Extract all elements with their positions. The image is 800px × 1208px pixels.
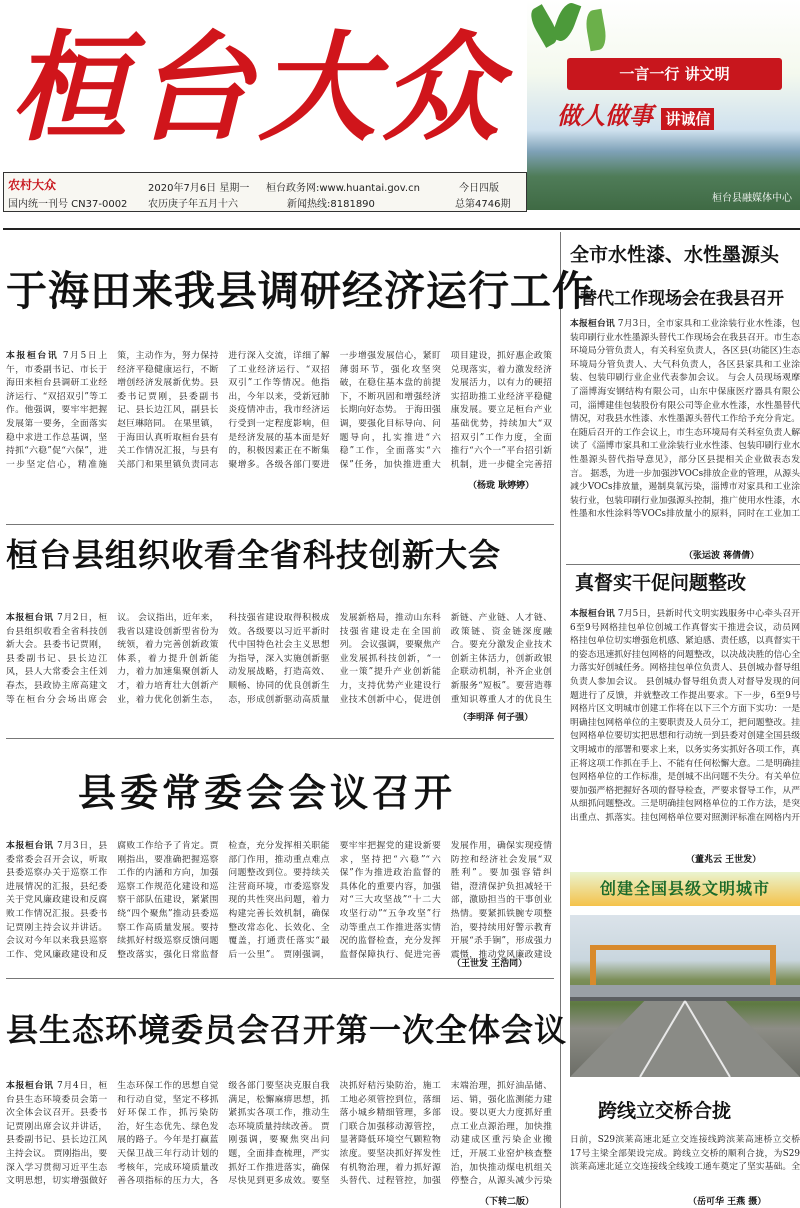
headline-7: 跨线立交桥合拢 bbox=[598, 1100, 732, 1122]
section-divider bbox=[6, 978, 554, 979]
issue-number: 总第4746期 bbox=[455, 199, 511, 210]
headline-4: 真督实干促问题整改 bbox=[575, 572, 747, 594]
civilization-slogan-banner: 创建全国县级文明城市 bbox=[570, 872, 800, 906]
byline-1: （杨珑 耿婷婷） bbox=[468, 481, 535, 491]
column-divider bbox=[560, 232, 561, 1208]
banner-slogan-2 bbox=[557, 96, 714, 131]
byline-2: （张运波 蒋倩倩） bbox=[684, 551, 760, 561]
article-text: 7月5日上午，市委副书记、市长于海田来桓台县调研工业经济运行、“双招双引”等工作。他强调，要牢牢把握发展第一要务，全面落实稳中求进工作总基调，坚持抓“六稳”促“六保”，进一步坚定信心，精准施策，主动作为，努力保持经济平稳健康运行，不断增创经济发展新优势。县委书记贾刚，县委副书记、县长边江风，副县长赵巨琳陪同。 在果里镇，于海田认真听取桓台县有关工作情况汇报，与县有关部门和果里镇负责同志进行深入交流，详细了解了工业经济运行、“双招双引”工作等情况。他指出，今年以来，受新冠肺炎疫情冲击，我市经济运行受到一定程度影响，但是经济发展的基本面是好的，积极因素正在不断集聚增多。各级各部门要进一步增强发展信心，紧盯薄弱环节，强化攻坚突破，在稳住基本盘的前提下，不断巩固和增强经济长期向好态势。 于海田强调，要强化目标导向、问题导向，扎实推进“六稳”工作，全面落实“六保”任务，加快推进重大项目建设，抓好惠企政策兑现落实，着力激发经济发展活力，以有力的硬招实招助推工业经济平稳健康发展。要立足桓台产业基础优势，持续加大“双招双引”工作力度，全面推行“六个一”平台招引新机制，进一步健全完善招 bbox=[6, 351, 552, 470]
subhead-2: 替代工作现场会在我县召开 bbox=[580, 289, 784, 309]
article-text: 7月5日，县新时代文明实践服务中心牵头召开6至9号网格挂包单位创城工作真督实干推进会议，动员网格挂包单位切实增强危机感、紧迫感、责任感，以真督实干的姿态迅速抓好挂包网格的问题整改，以决战决胜的信心全力落实好创城任务。网格挂包单位负责人、县创城办督导组负责人参加会议。 县创城办督导组负责人对督导发现的问题进行了反馈，并就整改工作提出要求。下一步，6至9号网格片区文明城市创建工作将在以下三个方面下实功：一是明确挂包网格单位的主要职责及人员分工，把问题整改。挂包网格单位要切实把思想和行动统一到县委对创建全国县级文明城市的部署和要求上来，以务实务实抓好各项工作，真正将这项工作抓在手上、不能有任何松懈大意。二是明确挂包网格单位的工作标准，是创城不出问题不失分。有关单位要加强严格把握好各项的督导检查，严要求督导工作，从严从细抓问题整改。三是明确挂包网格单位的工作方法，是突出重点、抓落实。挂包网格单位要对照测评标准在网格内开 bbox=[570, 609, 800, 823]
article-4-body bbox=[570, 608, 800, 852]
byline-5: （王世发 王浩同） bbox=[452, 959, 528, 969]
article-text: 7月3日，全市家具和工业涂装行业水性漆，包装印刷行业水性墨源头替代工作现场会在我县召开。市生态环境局分管负责人，有关科室负责人，各区县(功能区)生态环境局分管负责人、大气科负责人，各区县家具和工业涂装、包装印刷行业企业代表参加会议。 与会人员现场观摩了淄博海安钢结构有限公司，山东中保康医疗器具有限公司，淄博建佳包装股份有限公司等企业水性漆，水性墨替代情况，对我县水性漆、水性墨源头替代工作给予充分肯定。在随后召开的工作会议上，市生态环境局有关科室负责人解读了《淄博市家具和工业涂装行业水性漆、包装印刷行业水性墨源头替代指导意见》，部分区县提相关企业做表态发言。 据悉，为进一步加强涉VOCs排放企业的管理，从源头减少VOCs排放量，遏制臭氧污染，淄博市对家具和工业涂装行业，包装印刷行业加强源头控制，推广使用水性漆，水性墨和水性涂料等VOCs排放量小的原料，同时在工业加工 bbox=[570, 319, 800, 520]
crane-post bbox=[590, 945, 596, 985]
article-text: 日前，S29滨莱高速北延立交连接线跨滨莱高速桥立交桥17号主梁全部架设完成。跨线立交桥的顺利合拢，为S29滨莱高速北延立交连接线全线竣工通车奠定了坚实基础。全 bbox=[570, 1135, 800, 1173]
banner-image bbox=[527, 0, 800, 210]
news-hotline: 新闻热线:8181890 bbox=[287, 199, 375, 210]
bridge-deck bbox=[570, 985, 800, 997]
bridge-illustration bbox=[570, 915, 800, 1077]
banner-slogan-1: 一言一行 讲文明 bbox=[567, 58, 782, 90]
masthead-divider bbox=[3, 228, 800, 230]
masthead-title: 桓台大众 bbox=[10, 18, 507, 157]
dateline: 本报桓台讯 bbox=[6, 613, 54, 623]
bridge-shadow bbox=[570, 997, 800, 1001]
article-6-body bbox=[6, 1080, 552, 1192]
article-text: 7月4日，桓台县生态环境委员会第一次全体会议召开。县委书记贾刚出席会议并讲话，县委副书记、县长边江风主持会议。 贾刚指出，要深入学习贯彻习近平生态文明思想，切实增强做好生态环保工作的思想自觉和行动自觉，坚定不移抓好环保工作，抓污染防治，好生态优先、绿色发展的路子。今年是打赢蓝天保卫战三年行动计划的考核年，完成环境质量改善各项指标的压力大，各级各部门要坚决克服自我满足，松懈麻痹思想，抓紧抓实各项工作，推动生态环境质量持续改善。 贾刚强调，要聚焦突出问题，全面排查梳理，严实抓好工作推进落实，确保尽快见到更多成效。要坚决抓好秸污染防治，施工工地必须管控到位，落细落小城乡精细管理，多部门联合加强移动源管控，显著降低环境空气颗粒物浓度。要坚决抓好挥发性有机物治理，着力抓好源头替代、过程管控，加强末端治理，抓好油品储、运、销，强化监测能力建设。要以更大力度抓好重点工业点源治理，加快推动建成区重污染企业搬迁，开展工业窑炉核查整治，加快推动煤电机组关停整合，从源头减少污染 bbox=[6, 1081, 552, 1187]
paper-logo: 农村大众 bbox=[8, 178, 57, 192]
banner-slogan-2-main: 做人做事 bbox=[557, 101, 653, 130]
issue-date: 2020年7月6日 星期一 bbox=[148, 183, 250, 194]
article-text: 7月3日，县委常委会召开会议，听取县委巡察办关于巡察工作进展情况的汇报，县纪委关于党风廉政建设和反腐败工作情况汇报。县委书记贾刚主持会议并讲话。 会议对今年以来我县巡察工作、党风廉政建设和反腐败工作给予了肯定。贾刚指出，要准确把握巡察工作的内涵和方向，加强巡察工作规范化建设和巡察干部队伍建设，紧紧围绕“四个聚焦”推动县委巡察工作高质量发展。要持续抓好村级巡察反馈问题整改落实，强化日常监督检查，充分发挥相关职能部门作用，推动重点难点问题整改到位。要持续关注营商环境，市委巡察发现的共性突出问题，着力构建完善长效机制，确保整改常态化、长效化、全覆盖，打通责任落实“最后一公里”。 贾刚强调，要牢牢把握党的建设新要求，坚持把“六稳”“六保”作为推进政治监督的具体化的重要内容，加强对“三大攻坚战”“十二大攻坚行动”“五争攻坚”行动等重点工作推进落实情况的监督检查，充分发挥监督保障执行、促进完善发展作用，确保实现疫情防控和经济社会发展“双胜利”。要加强容错纠错，澄清保护负担减轻干部，激励担当的干事创业热情。要紧抓铁腕专项整治，要持续用好警示教育开展“杀手锏”，形成强力震慑，推动党风廉政建设 bbox=[6, 841, 552, 960]
article-2-body bbox=[570, 318, 800, 548]
byline-4: （董兆云 王世发） bbox=[686, 855, 762, 865]
leaf-icon bbox=[551, 0, 582, 44]
article-7-body bbox=[570, 1134, 800, 1192]
article-3-body bbox=[6, 612, 552, 716]
crane-post bbox=[770, 945, 776, 985]
cn-number: 国内统一刊号 CN37-0002 bbox=[8, 199, 128, 210]
section-divider bbox=[6, 738, 554, 739]
article-5-body bbox=[6, 840, 552, 966]
continued-note: （下转二版） bbox=[480, 1197, 535, 1207]
dateline: 本报桓台讯 bbox=[570, 609, 615, 619]
dateline: 本报桓台讯 bbox=[6, 841, 54, 851]
masthead-infobar bbox=[3, 172, 527, 212]
lunar-date: 农历庚子年五月十六 bbox=[148, 199, 238, 210]
headline-1: 于海田来我县调研经济运行工作 bbox=[6, 267, 594, 315]
byline-3: （李明泽 何子强） bbox=[458, 713, 534, 723]
banner-credit: 桓台县融媒体中心 bbox=[712, 193, 792, 204]
page-count: 今日四版 bbox=[459, 183, 499, 194]
article-text: 7月2日，桓台县组织收看全省科技创新大会。县委书记贾刚，县委副书记、县长边江风，县人大常委会主任刘春杰，县政协主席高建文等在桓台分会场出席会议。 会议指出，近年来，我省以建设创新型省份为统领，着力完善创新政策体系，着力提升创新能力，着力加速集聚创新人才，着力培育壮大创新产业，着力优化创新生态，科技强省建设取得积极成效。各级要以习近平新时代中国特色社会主义思想为指导，深入实施创新驱动发展战略，打造高效、顺畅、协同的优良创新生态，形成创新驱动高质量发展新格局，推动山东科技强省建设走在全国前列。 会议强调，要聚焦产业发展抓科技创新，“一业一策”提升产业创新能力，支持优势产业建设行业技术创新中心，促进创新链、产业链、人才链、政策链、资金链深度融合。要充分激发企业技术创新主体活力，创新政银企联动机制，补齐企业创新服务“短板”。要营造尊重知识尊重人才的优良生 bbox=[6, 613, 552, 705]
headline-5: 县委常委会会议召开 bbox=[78, 770, 457, 815]
section-divider bbox=[6, 524, 554, 525]
headline-2: 全市水性漆、水性墨源头 bbox=[570, 244, 780, 266]
banner-slogan-2-tag: 讲诚信 bbox=[661, 108, 714, 130]
section-divider bbox=[566, 564, 800, 565]
headline-3: 桓台县组织收看全省科技创新大会 bbox=[6, 536, 502, 574]
dateline: 本报桓台讯 bbox=[570, 319, 615, 329]
website-link[interactable]: 桓台政务网:www.huantai.gov.cn bbox=[266, 183, 420, 194]
headline-6: 县生态环境委员会召开第一次全体会议 bbox=[6, 1011, 568, 1049]
dateline: 本报桓台讯 bbox=[6, 1081, 54, 1091]
bridge-photo bbox=[570, 915, 800, 1077]
dateline: 本报桓台讯 bbox=[6, 351, 59, 361]
leaf-icon bbox=[584, 9, 609, 52]
byline-7: （岳可华 王燕 摄） bbox=[688, 1197, 767, 1207]
article-1-body bbox=[6, 350, 552, 484]
crane-beam bbox=[590, 945, 776, 950]
